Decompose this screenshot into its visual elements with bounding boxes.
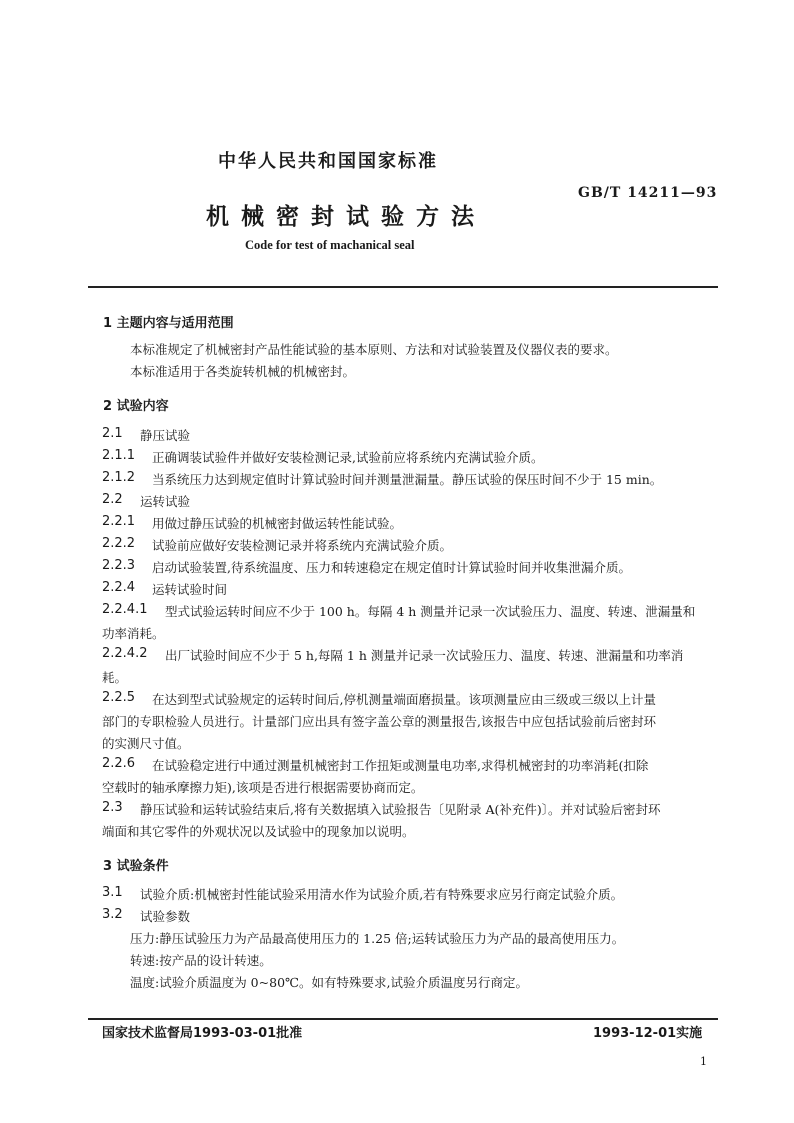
standard-code: GB/T 14211—93 <box>578 185 718 201</box>
clause-text: 试验介质:机械密封性能试验采用清水作为试验介质,若有特殊要求应另行商定试验介质。 <box>140 887 624 902</box>
clause-text: 在达到型式试验规定的运转时间后,停机测量端面磨损量。该项测量应由三级或三级以上计量 <box>152 692 656 707</box>
national-standard-heading: 中华人民共和国国家标准 <box>218 151 438 172</box>
clause-text-continued: 耗。 <box>102 670 128 685</box>
clause-text-continued: 部门的专职检验人员进行。计量部门应出具有签字盖公章的测量报告,该报告中应包括试验前后密封环 <box>102 714 656 729</box>
clause-number: 2.2 <box>102 492 123 507</box>
clause-text-continued: 空载时的轴承摩擦力矩),该项是否进行根据需要协商而定。 <box>102 780 424 795</box>
clause-number: 2.1.2 <box>102 470 136 485</box>
clause-text-continued: 的实测尺寸值。 <box>102 736 190 751</box>
clause-text-continued: 端面和其它零件的外观状况以及试验中的现象加以说明。 <box>102 824 415 839</box>
clause-number: 2.2.4 <box>102 580 136 595</box>
section-1-heading: 1 主题内容与适用范围 <box>103 316 234 331</box>
header-divider <box>88 286 718 288</box>
clause-text-continued: 功率消耗。 <box>102 626 165 641</box>
english-title: Code for test of machanical seal <box>245 238 415 252</box>
clause-text: 启动试验装置,待系统温度、压力和转速稳定在规定值时计算试验时间并收集泄漏介质。 <box>152 560 631 575</box>
document-title: 机械密封试验方法 <box>206 204 486 230</box>
clause-number: 2.2.3 <box>102 558 136 573</box>
section-1-paragraph-2: 本标准适用于各类旋转机械的机械密封。 <box>130 364 356 379</box>
clause-number: 2.2.5 <box>102 690 136 705</box>
clause-number: 2.1.1 <box>102 448 136 463</box>
footer-divider <box>88 1018 718 1020</box>
parameter-temperature: 温度:试验介质温度为 0~80℃。如有特殊要求,试验介质温度另行商定。 <box>130 975 528 990</box>
page-number: 1 <box>700 1055 707 1068</box>
clause-text: 型式试验运转时间应不少于 100 h。每隔 4 h 测量并记录一次试验压力、温度、转速、泄漏量和 <box>165 604 696 619</box>
clause-text: 静压试验 <box>140 428 191 443</box>
section-3-heading: 3 试验条件 <box>103 859 169 874</box>
implementation-date: 1993-12-01实施 <box>593 1026 703 1041</box>
clause-number: 2.2.1 <box>102 514 136 529</box>
clause-number: 3.1 <box>102 885 123 900</box>
clause-text: 在试验稳定进行中通过测量机械密封工作扭矩或测量电功率,求得机械密封的功率消耗(扣除 <box>152 758 649 773</box>
clause-text: 运转试验时间 <box>152 582 228 597</box>
clause-text: 出厂试验时间应不少于 5 h,每隔 1 h 测量并记录一次试验压力、温度、转速、泄漏量和功率消 <box>165 648 684 663</box>
clause-text: 试验前应做好安装检测记录并将系统内充满试验介质。 <box>152 538 453 553</box>
clause-text: 运转试验 <box>140 494 191 509</box>
clause-number: 3.2 <box>102 907 123 922</box>
clause-text: 正确调装试验件并做好安装检测记录,试验前应将系统内充满试验介质。 <box>152 450 544 465</box>
clause-text: 静压试验和运转试验结束后,将有关数据填入试验报告〔见附录 A(补充件)〕。并对试验后密封环 <box>140 802 661 817</box>
clause-text: 用做过静压试验的机械密封做运转性能试验。 <box>152 516 403 531</box>
clause-text: 试验参数 <box>140 909 191 924</box>
clause-number: 2.2.4.2 <box>102 646 148 661</box>
clause-number: 2.3 <box>102 800 123 815</box>
clause-number: 2.2.2 <box>102 536 136 551</box>
approval-date: 国家技术监督局1993-03-01批准 <box>102 1026 303 1041</box>
section-2-heading: 2 试验内容 <box>103 399 169 414</box>
clause-number: 2.1 <box>102 426 123 441</box>
clause-number: 2.2.4.1 <box>102 602 148 617</box>
parameter-pressure: 压力:静压试验压力为产品最高使用压力的 1.25 倍;运转试验压力为产品的最高使用压力。 <box>130 931 625 946</box>
section-1-paragraph-1: 本标准规定了机械密封产品性能试验的基本原则、方法和对试验装置及仪器仪表的要求。 <box>130 342 618 357</box>
clause-text: 当系统压力达到规定值时计算试验时间并测量泄漏量。静压试验的保压时间不少于 15 min。 <box>152 472 663 487</box>
parameter-speed: 转速:按产品的设计转速。 <box>130 953 272 968</box>
clause-number: 2.2.6 <box>102 756 136 771</box>
